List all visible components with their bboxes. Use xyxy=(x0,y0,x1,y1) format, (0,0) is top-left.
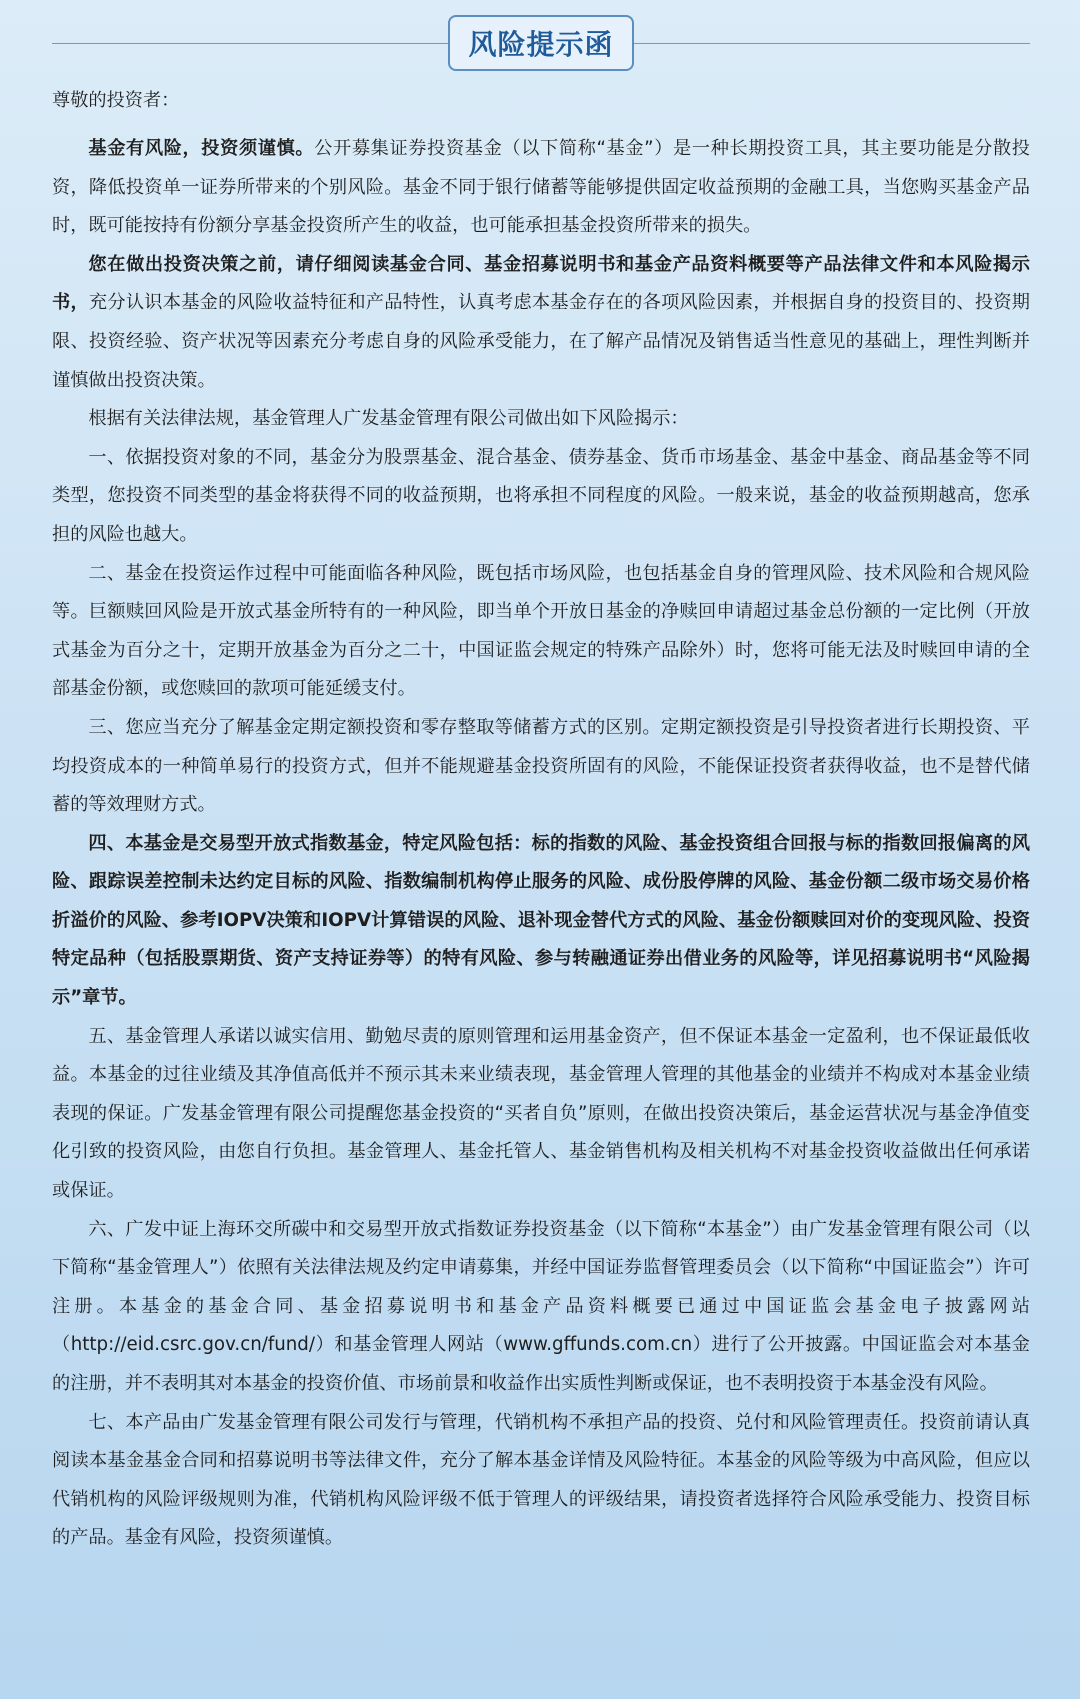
paragraph-8 xyxy=(52,1018,1030,1211)
paragraph-3-text: 根据有关法律法规，基金管理人广发基金管理有限公司做出如下风险揭示： xyxy=(88,408,689,430)
title-row xyxy=(52,0,1030,76)
paragraph-5 xyxy=(52,555,1030,709)
paragraph-4 xyxy=(52,439,1030,555)
paragraph-6 xyxy=(52,709,1030,825)
paragraph-7 xyxy=(52,825,1030,1018)
greeting: 尊敬的投资者： xyxy=(52,90,180,111)
paragraph-7-bold-lead: 四、本基金是交易型开放式指数基金，特定风险包括：标的指数的风险、基金投资组合回报与标的指数回报偏离的风险、跟踪误差控制未达约定目标的风险、指数编制机构停止服务的风险、成份股停牌的风险、基金份额二级市场交易价格折溢价的风险、参考IOPV决策和IOPV计算错误的风险、退补现金替代方式的风险、基金份额赎回对价的变现风险、投资特定品种（包括股票期货、资产支持证券等）的特有风险、参与转融通证券出借业务的风险等，详见招募说明书“风险揭示”章节。 xyxy=(52,832,1030,1009)
paragraph-2 xyxy=(52,246,1030,400)
paragraph-3 xyxy=(52,400,1030,439)
paragraph-6-text: 三、您应当充分了解基金定期定额投资和零存整取等储蓄方式的区别。定期定额投资是引导投资者进行长期投资、平均投资成本的一种简单易行的投资方式，但并不能规避基金投资所固有的风险，不能保证投资者获得收益，也不是替代储蓄的等效理财方式。 xyxy=(52,716,1030,816)
page-title: 风险提示函 xyxy=(448,15,634,71)
paragraph-2-text: 充分认识本基金的风险收益特征和产品特性，认真考虑本基金存在的各项风险因素，并根据自身的投资目的、投资期限、投资经验、资产状况等因素充分考虑自身的风险承受能力，在了解产品情况及销售适当性意见的基础上，理性判断并谨慎做出投资决策。 xyxy=(52,292,1030,391)
paragraph-1-text: 公开募集证券投资基金（以下简称“基金”）是一种长期投资工具，其主要功能是分散投资，降低投资单一证券所带来的个别风险。基金不同于银行储蓄等能够提供固定收益预期的金融工具，当您购买基金产品时，既可能按持有份额分享基金投资所产生的收益，也可能承担基金投资所带来的损失。 xyxy=(52,138,1030,237)
paragraph-5-text: 二、基金在投资运作过程中可能面临各种风险，既包括市场风险，也包括基金自身的管理风险、技术风险和合规风险等。巨额赎回风险是开放式基金所特有的一种风险，即当单个开放日基金的净赎回申请超过基金总份额的一定比例（开放式基金为百分之十，定期开放基金为百分之二十，中国证监会规定的特殊产品除外）时，您将可能无法及时赎回申请的全部基金份额，或您赎回的款项可能延缓支付。 xyxy=(52,562,1030,700)
paragraph-4-text: 一、依据投资对象的不同，基金分为股票基金、混合基金、债券基金、货币市场基金、基金中基金、商品基金等不同类型，您投资不同类型的基金将获得不同的收益预期，也将承担不同程度的风险。一般来说，基金的收益预期越高，您承担的风险也越大。 xyxy=(52,446,1030,545)
paragraph-2-bold-lead: 您在做出投资决策之前，请仔细阅读基金合同、基金招募说明书和基金产品资料概要等产品法律文件和本风险揭示书， xyxy=(52,253,1030,314)
paragraph-9-text: 六、广发中证上海环交所碳中和交易型开放式指数证券投资基金（以下简称“本基金”）由广发基金管理有限公司（以下简称“基金管理人”）依照有关法律法规及约定申请募集，并经中国证券监督管理委员会（以下简称“中国证监会”）许可注册。本基金的基金合同、基金招募说明书和基金产品资料概要已通过中国证监会基金电子披露网站（http://eid.csrc.gov.cn/fund/）和基金管理人网站（www.gffunds.com.cn）进行了公开披露。中国证监会对本基金的注册，并不表明其对本基金的投资价值、市场前景和收益作出实质性判断或保证，也不表明投资于本基金没有风险。 xyxy=(52,1218,1030,1394)
paragraph-8-text: 五、基金管理人承诺以诚实信用、勤勉尽责的原则管理和运用基金资产，但不保证本基金一定盈利，也不保证最低收益。本基金的过往业绩及其净值高低并不预示其未来业绩表现，基金管理人管理的其他基金的业绩并不构成对本基金业绩表现的保证。广发基金管理有限公司提醒您基金投资的“买者自负”原则，在做出投资决策后，基金运营状况与基金净值变化引致的投资风险，由您自行负担。基金管理人、基金托管人、基金销售机构及相关机构不对基金投资收益做出任何承诺或保证。 xyxy=(52,1025,1030,1202)
paragraph-10 xyxy=(52,1404,1030,1558)
paragraph-10-text: 七、本产品由广发基金管理有限公司发行与管理，代销机构不承担产品的投资、兑付和风险管理责任。投资前请认真阅读本基金基金合同和招募说明书等法律文件，充分了解本基金详情及风险特征。本基金的风险等级为中高风险，但应以代销机构的风险评级规则为准，代销机构风险评级不低于管理人的评级结果，请投资者选择符合风险承受能力、投资目标的产品。基金有风险，投资须谨慎。 xyxy=(52,1411,1030,1549)
risk-notice-document xyxy=(52,0,1030,1558)
paragraph-1-bold-lead: 基金有风险，投资须谨慎。 xyxy=(88,138,315,159)
paragraph-9 xyxy=(52,1211,1030,1404)
paragraph-1 xyxy=(52,130,1030,246)
